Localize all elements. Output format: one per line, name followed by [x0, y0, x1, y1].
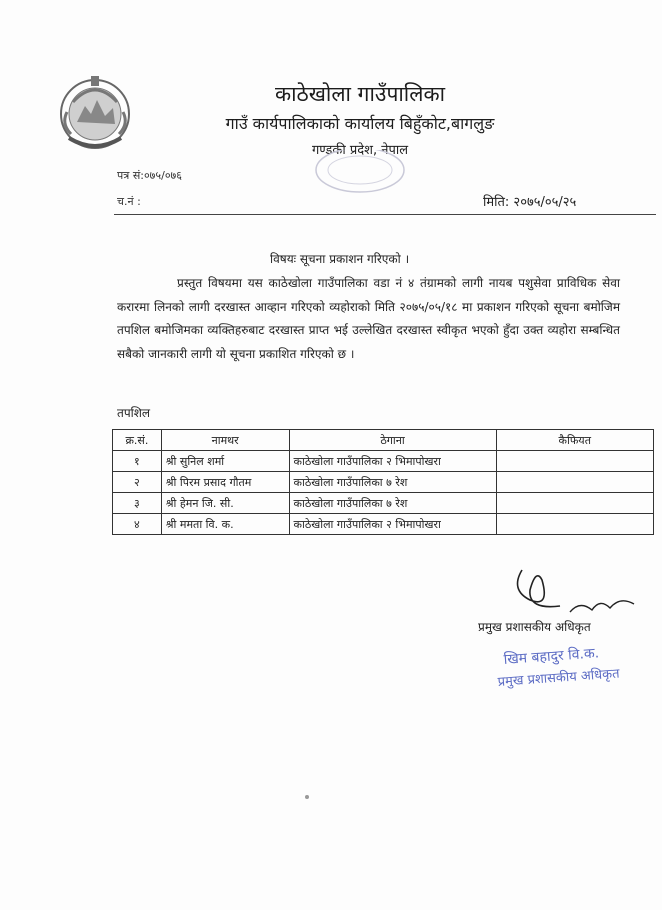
header-name: नामथर [161, 430, 289, 451]
nepal-government-emblem-icon [55, 72, 135, 152]
applicant-table [112, 429, 654, 535]
table-row [113, 514, 654, 535]
dispatch-number: च.नं : [117, 195, 141, 208]
header-divider [114, 214, 656, 215]
cell-serial: १ [113, 451, 162, 472]
cell-serial: ३ [113, 493, 162, 514]
header-serial: क्र.सं. [113, 430, 162, 451]
office-name: गाउँ कार्यपालिकाको कार्यालय बिहुँकोट,बागलुङ [225, 114, 495, 133]
faint-office-stamp [310, 150, 410, 198]
province-name: गण्डकी प्रदेश, नेपाल [311, 143, 409, 158]
municipality-name: काठेखोला गाउँपालिका [274, 82, 446, 106]
cell-name: श्री ममता वि. क. [161, 514, 289, 535]
cell-address: काठेखोला गाउँपालिका २ भिमापोखरा [289, 451, 496, 472]
officer-stamp-title: प्रमुख प्रशासकीय अधिकृत [497, 666, 621, 690]
header-address: ठेगाना [289, 430, 496, 451]
cell-remarks [496, 472, 653, 493]
officer-stamp-name: खिम बहादुर वि.क. [503, 645, 600, 668]
document-date: मिति: २०७५/०५/२५ [483, 195, 577, 210]
table-row [113, 472, 654, 493]
subject-line: विषयः सूचना प्रकाशन गरिएको । [270, 252, 410, 266]
table-row [113, 451, 654, 472]
cell-name: श्री सुनिल शर्मा [161, 451, 289, 472]
cell-remarks [496, 493, 653, 514]
paper-speck [305, 795, 309, 799]
cell-name: श्री हेमन जि. सी. [161, 493, 289, 514]
letter-number: पत्र सं:०७५/०७६ [117, 169, 182, 182]
cell-address: काठेखोला गाउँपालिका ७ रेश [289, 493, 496, 514]
signatory-title: प्रमुख प्रशासकीय अधिकृत [478, 620, 591, 634]
details-label: तपशिल [117, 406, 151, 420]
cell-address: काठेखोला गाउँपालिका ७ रेश [289, 472, 496, 493]
cell-serial: ४ [113, 514, 162, 535]
cell-serial: २ [113, 472, 162, 493]
header-remarks: कैफियत [496, 430, 653, 451]
table-header-row [113, 430, 654, 451]
cell-remarks [496, 514, 653, 535]
cell-name: श्री पिरम प्रसाद गौतम [161, 472, 289, 493]
cell-remarks [496, 451, 653, 472]
notice-body-text: प्रस्तुत विषयमा यस काठेखोला गाउँपालिका वडा नं ४ तंग्रामको लागी नायब पशुसेवा प्राविधिक सेवा करारमा लिनको लागी दरखास्त आव्हान गरिएको व्यहोराको मिति २०७५/०५/१८ मा प्रकाशन गरिएको सूचना बमोजिम तपशिल बमोजिमका व्यक्तिहरुबाट दरखास्त प्राप्त भई उल्लेखित दरखास्त स्वीकृत भएको हुँदा उक्त व्यहोरा सम्बन्धित सबैको जानकारी लागी यो सूचना प्रकाशित गरिएको छ । [117, 276, 620, 361]
cell-address: काठेखोला गाउँपालिका २ भिमापोखरा [289, 514, 496, 535]
table-row [113, 493, 654, 514]
